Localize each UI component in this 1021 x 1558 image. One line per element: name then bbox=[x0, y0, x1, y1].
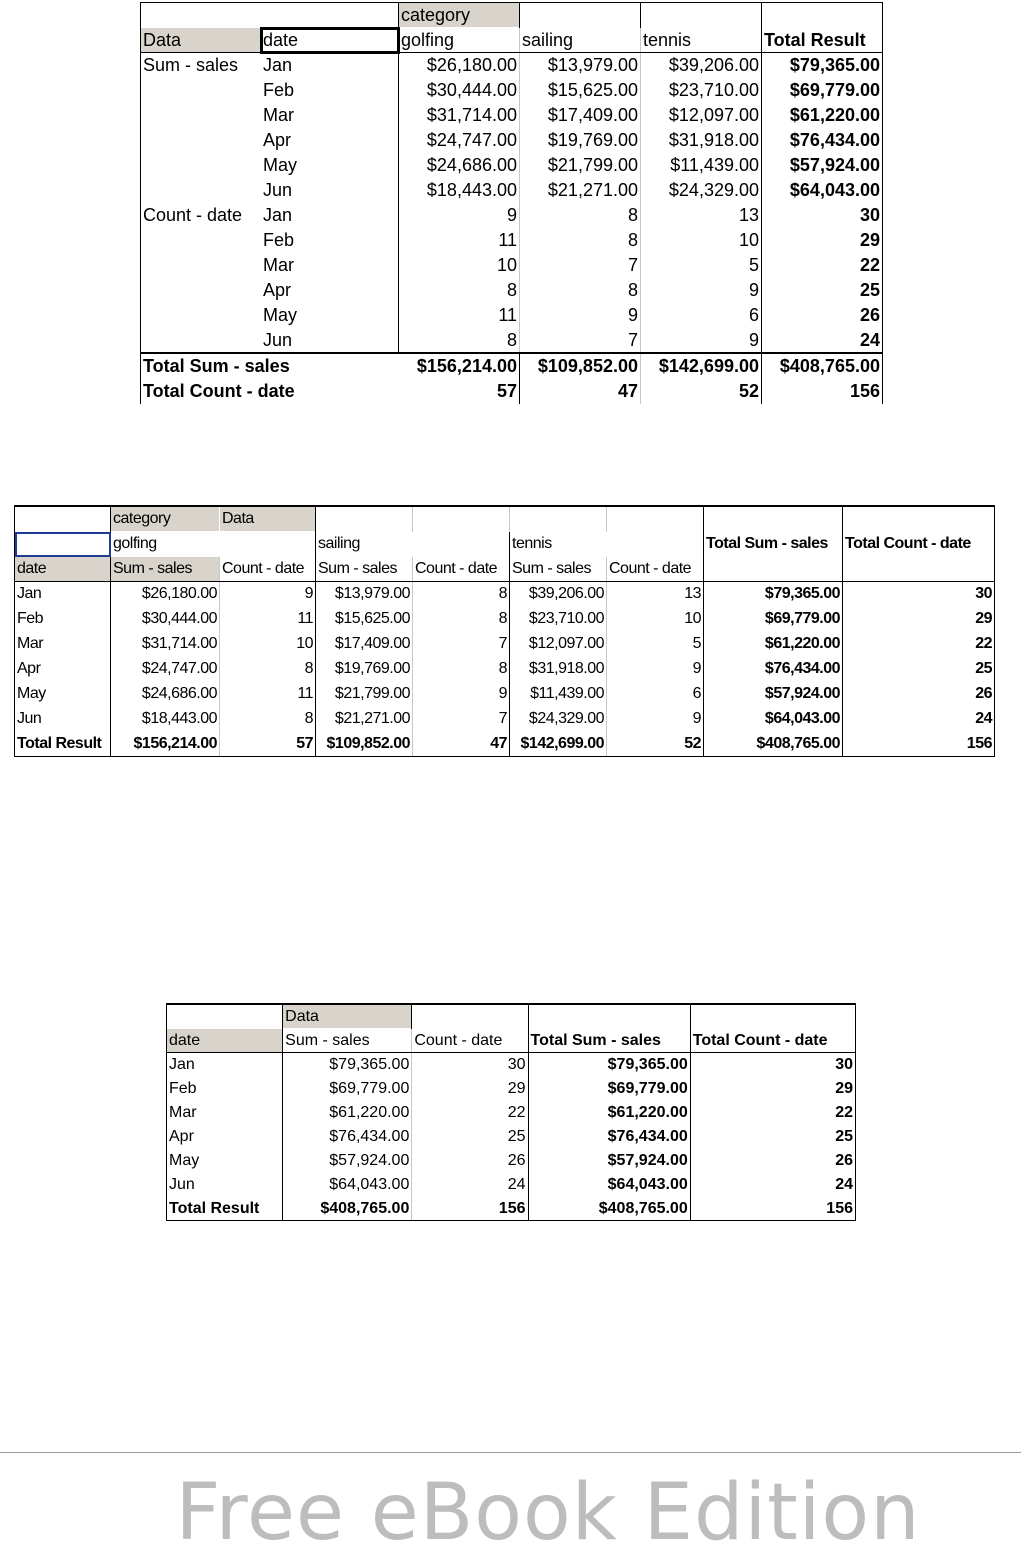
value-cell[interactable]: 13 bbox=[641, 203, 762, 228]
table-row bbox=[15, 632, 995, 657]
value-cell[interactable]: 24 bbox=[412, 1173, 528, 1197]
table-row bbox=[167, 1125, 856, 1149]
table-row bbox=[167, 1101, 856, 1125]
total-cell[interactable]: $142,699.00 bbox=[641, 353, 762, 379]
table-row bbox=[15, 557, 995, 582]
empty-cell[interactable] bbox=[141, 328, 261, 354]
value-cell[interactable]: $79,365.00 bbox=[283, 1053, 412, 1077]
month-cell[interactable]: Jun bbox=[261, 328, 399, 354]
total-cell[interactable]: 57 bbox=[399, 379, 520, 404]
row-total-cell[interactable]: $79,365.00 bbox=[704, 582, 843, 607]
row-total-cell[interactable]: $69,779.00 bbox=[762, 78, 883, 103]
month-cell[interactable]: Apr bbox=[261, 278, 399, 303]
empty-header-cell[interactable] bbox=[607, 506, 704, 532]
data-field-button[interactable]: Data bbox=[141, 28, 261, 53]
value-cell[interactable]: 25 bbox=[412, 1125, 528, 1149]
total-result-label[interactable]: Total Result bbox=[15, 732, 111, 757]
table-row bbox=[15, 732, 995, 757]
value-cell[interactable]: 9 bbox=[220, 582, 316, 607]
value-cell[interactable]: $11,439.00 bbox=[641, 153, 762, 178]
table-row bbox=[141, 153, 883, 178]
value-cell[interactable]: 5 bbox=[607, 632, 704, 657]
value-cell[interactable]: 26 bbox=[412, 1149, 528, 1173]
row-total-cell[interactable]: 22 bbox=[690, 1101, 855, 1125]
category-field-button[interactable]: category bbox=[399, 3, 520, 28]
row-total-cell[interactable]: $64,043.00 bbox=[762, 178, 883, 203]
total-sum-header[interactable]: Total Sum - sales bbox=[704, 532, 843, 557]
column-header[interactable]: sailing bbox=[520, 28, 641, 53]
row-total-cell[interactable]: $79,365.00 bbox=[762, 53, 883, 78]
row-total-cell[interactable]: $76,434.00 bbox=[762, 128, 883, 153]
total-cell[interactable]: 47 bbox=[520, 379, 641, 404]
table-row bbox=[141, 379, 883, 404]
column-header[interactable]: tennis bbox=[512, 535, 552, 552]
value-cell[interactable]: $64,043.00 bbox=[283, 1173, 412, 1197]
month-cell[interactable]: Jun bbox=[261, 178, 399, 203]
value-cell[interactable]: $26,180.00 bbox=[111, 582, 220, 607]
value-cell[interactable]: 7 bbox=[520, 328, 641, 354]
selected-cell[interactable] bbox=[15, 532, 111, 557]
month-cell[interactable]: Jan bbox=[261, 203, 399, 228]
row-total-cell[interactable]: 22 bbox=[762, 253, 883, 278]
value-cell[interactable]: $31,918.00 bbox=[641, 128, 762, 153]
month-cell[interactable]: Feb bbox=[167, 1077, 283, 1101]
empty-cell[interactable] bbox=[141, 253, 261, 278]
month-cell[interactable]: Apr bbox=[167, 1125, 283, 1149]
grand-total-cell[interactable]: 156 bbox=[690, 1197, 855, 1221]
table-row bbox=[141, 3, 883, 28]
table-row bbox=[15, 532, 995, 557]
column-header[interactable]: golfing bbox=[111, 532, 220, 557]
value-cell[interactable]: $21,799.00 bbox=[520, 153, 641, 178]
category-field-button[interactable]: category bbox=[111, 506, 220, 532]
value-cell[interactable]: $15,625.00 bbox=[316, 607, 413, 632]
table-row bbox=[141, 78, 883, 103]
row-total-cell[interactable]: 29 bbox=[843, 607, 995, 632]
row-total-cell[interactable]: $69,779.00 bbox=[704, 607, 843, 632]
date-field-button[interactable]: date bbox=[167, 1029, 283, 1053]
value-cell[interactable]: 6 bbox=[607, 682, 704, 707]
value-cell[interactable]: $12,097.00 bbox=[641, 103, 762, 128]
row-total-cell[interactable]: 29 bbox=[690, 1077, 855, 1101]
value-cell[interactable]: 8 bbox=[399, 328, 520, 354]
sum-sales-header[interactable]: Sum - sales bbox=[111, 557, 220, 582]
grand-total-cell[interactable]: $408,765.00 bbox=[704, 732, 843, 757]
empty-cell[interactable] bbox=[141, 153, 261, 178]
empty-header-cell[interactable] bbox=[413, 506, 510, 532]
data-field-button[interactable]: Data bbox=[220, 506, 316, 532]
empty-header-cell[interactable] bbox=[704, 506, 843, 532]
month-cell[interactable]: May bbox=[261, 303, 399, 328]
row-total-cell[interactable]: 25 bbox=[843, 657, 995, 682]
table-row bbox=[167, 1053, 856, 1077]
value-cell[interactable]: 8 bbox=[399, 278, 520, 303]
empty-header-cell[interactable] bbox=[690, 1004, 855, 1029]
value-cell[interactable]: $57,924.00 bbox=[283, 1149, 412, 1173]
row-total-cell[interactable]: $61,220.00 bbox=[762, 103, 883, 128]
value-cell[interactable]: $18,443.00 bbox=[111, 707, 220, 732]
table-row bbox=[167, 1149, 856, 1173]
row-group-label[interactable]: Count - date bbox=[141, 203, 261, 228]
month-cell[interactable]: Feb bbox=[261, 78, 399, 103]
table-row bbox=[167, 1197, 856, 1221]
value-cell[interactable]: $24,747.00 bbox=[399, 128, 520, 153]
table-row bbox=[15, 607, 995, 632]
table-row bbox=[167, 1077, 856, 1101]
value-cell[interactable]: 9 bbox=[413, 682, 510, 707]
empty-header-cell[interactable] bbox=[413, 532, 510, 557]
table-row bbox=[141, 228, 883, 253]
empty-header-cell[interactable] bbox=[843, 557, 995, 582]
value-cell[interactable]: 7 bbox=[413, 632, 510, 657]
row-total-cell[interactable]: $79,365.00 bbox=[528, 1053, 690, 1077]
count-date-header[interactable]: Count - date bbox=[607, 557, 704, 582]
value-cell[interactable]: 7 bbox=[413, 707, 510, 732]
month-cell[interactable]: Feb bbox=[15, 607, 111, 632]
count-date-section bbox=[141, 203, 883, 354]
total-count-header[interactable]: Total Count - date bbox=[843, 532, 995, 557]
month-cell[interactable]: Apr bbox=[261, 128, 399, 153]
empty-cell[interactable] bbox=[141, 103, 261, 128]
row-total-cell[interactable]: $61,220.00 bbox=[528, 1101, 690, 1125]
table-row bbox=[141, 203, 883, 228]
table-row bbox=[141, 328, 883, 354]
empty-header-cell[interactable] bbox=[316, 506, 413, 532]
total-cell[interactable]: $408,765.00 bbox=[283, 1197, 412, 1221]
value-cell[interactable]: $31,918.00 bbox=[510, 657, 607, 682]
value-cell[interactable]: $15,625.00 bbox=[520, 78, 641, 103]
table-row bbox=[15, 657, 995, 682]
month-cell[interactable]: Mar bbox=[167, 1101, 283, 1125]
month-cell[interactable]: Mar bbox=[261, 103, 399, 128]
row-total-cell[interactable]: $76,434.00 bbox=[528, 1125, 690, 1149]
value-cell[interactable]: 9 bbox=[607, 657, 704, 682]
value-cell[interactable]: $24,686.00 bbox=[399, 153, 520, 178]
value-cell[interactable]: $18,443.00 bbox=[399, 178, 520, 203]
total-cell[interactable]: $142,699.00 bbox=[510, 732, 607, 757]
value-cell[interactable]: 10 bbox=[607, 607, 704, 632]
value-cell[interactable]: 9 bbox=[399, 203, 520, 228]
row-total-cell[interactable]: 24 bbox=[843, 707, 995, 732]
value-cell[interactable]: $13,979.00 bbox=[316, 582, 413, 607]
month-cell[interactable]: Jun bbox=[15, 707, 111, 732]
value-cell[interactable]: $39,206.00 bbox=[510, 582, 607, 607]
value-cell[interactable]: 6 bbox=[641, 303, 762, 328]
value-cell[interactable]: 22 bbox=[412, 1101, 528, 1125]
value-cell[interactable]: 7 bbox=[520, 253, 641, 278]
row-total-cell[interactable]: $57,924.00 bbox=[704, 682, 843, 707]
value-cell[interactable]: 30 bbox=[412, 1053, 528, 1077]
grand-total-cell[interactable]: 156 bbox=[762, 379, 883, 404]
value-cell[interactable]: 11 bbox=[220, 682, 316, 707]
value-cell[interactable]: 11 bbox=[399, 303, 520, 328]
count-date-header[interactable]: Count - date bbox=[412, 1029, 528, 1053]
total-cell[interactable]: 57 bbox=[220, 732, 316, 757]
total-cell[interactable]: $156,214.00 bbox=[111, 732, 220, 757]
value-cell[interactable]: 8 bbox=[413, 657, 510, 682]
sum-sales-section bbox=[141, 53, 883, 203]
empty-corner-cell[interactable] bbox=[167, 1004, 283, 1029]
sum-sales-header[interactable]: Sum - sales bbox=[510, 557, 607, 582]
empty-header-cell[interactable] bbox=[412, 1004, 528, 1029]
grand-total-cell[interactable]: 156 bbox=[843, 732, 995, 757]
table-row bbox=[141, 53, 883, 78]
grand-total-cell[interactable]: $408,765.00 bbox=[528, 1197, 690, 1221]
value-cell[interactable]: $19,769.00 bbox=[316, 657, 413, 682]
value-cell[interactable]: $23,710.00 bbox=[510, 607, 607, 632]
table-row bbox=[15, 682, 995, 707]
sum-sales-header[interactable]: Sum - sales bbox=[316, 557, 413, 582]
row-total-cell[interactable]: 24 bbox=[762, 328, 883, 354]
value-cell[interactable]: $21,271.00 bbox=[520, 178, 641, 203]
value-cell[interactable]: $31,714.00 bbox=[399, 103, 520, 128]
value-cell[interactable]: $24,686.00 bbox=[111, 682, 220, 707]
value-cell[interactable]: $76,434.00 bbox=[283, 1125, 412, 1149]
table-row bbox=[15, 582, 995, 607]
total-cell[interactable]: 156 bbox=[412, 1197, 528, 1221]
value-cell[interactable]: $69,779.00 bbox=[283, 1077, 412, 1101]
table-row bbox=[15, 506, 995, 532]
count-date-header[interactable]: Count - date bbox=[413, 557, 510, 582]
row-total-cell[interactable]: 24 bbox=[690, 1173, 855, 1197]
table-row bbox=[141, 28, 883, 53]
footer-divider bbox=[0, 1452, 1021, 1453]
row-total-cell[interactable]: 26 bbox=[690, 1149, 855, 1173]
data-field-button[interactable]: Data bbox=[283, 1004, 412, 1029]
row-total-cell[interactable]: $69,779.00 bbox=[528, 1077, 690, 1101]
value-cell[interactable]: 9 bbox=[607, 707, 704, 732]
empty-corner-cell[interactable] bbox=[15, 506, 111, 532]
table-row bbox=[167, 1004, 856, 1029]
value-cell[interactable]: $30,444.00 bbox=[111, 607, 220, 632]
value-cell[interactable]: $12,097.00 bbox=[510, 632, 607, 657]
value-cell[interactable]: $24,747.00 bbox=[111, 657, 220, 682]
pivot-table-data-in-columns bbox=[14, 505, 995, 757]
column-header[interactable]: tennis bbox=[641, 28, 762, 53]
row-total-cell[interactable]: 22 bbox=[843, 632, 995, 657]
value-cell[interactable]: $21,799.00 bbox=[316, 682, 413, 707]
total-cell[interactable]: 52 bbox=[607, 732, 704, 757]
total-cell[interactable]: 47 bbox=[413, 732, 510, 757]
pivot-table-by-date bbox=[166, 1003, 856, 1221]
value-cell[interactable]: 11 bbox=[399, 228, 520, 253]
empty-header-cell[interactable] bbox=[607, 532, 704, 557]
empty-cell[interactable] bbox=[141, 128, 261, 153]
month-cell[interactable]: Mar bbox=[261, 253, 399, 278]
value-cell[interactable]: 10 bbox=[399, 253, 520, 278]
empty-cell[interactable] bbox=[141, 228, 261, 253]
month-cell[interactable]: May bbox=[15, 682, 111, 707]
table-body bbox=[15, 582, 995, 732]
total-cell[interactable]: $156,214.00 bbox=[399, 353, 520, 379]
table-row bbox=[141, 303, 883, 328]
value-cell[interactable]: $17,409.00 bbox=[316, 632, 413, 657]
value-cell[interactable]: $31,714.00 bbox=[111, 632, 220, 657]
value-cell[interactable]: 9 bbox=[641, 328, 762, 354]
empty-header-cell[interactable] bbox=[520, 3, 641, 28]
table-body bbox=[167, 1053, 856, 1197]
total-cell[interactable]: $109,852.00 bbox=[520, 353, 641, 379]
row-total-cell[interactable]: 25 bbox=[690, 1125, 855, 1149]
value-cell[interactable]: 5 bbox=[641, 253, 762, 278]
value-cell[interactable]: 8 bbox=[413, 582, 510, 607]
value-cell[interactable]: $21,271.00 bbox=[316, 707, 413, 732]
total-cell[interactable]: 52 bbox=[641, 379, 762, 404]
empty-header-cell[interactable] bbox=[704, 557, 843, 582]
month-cell[interactable]: Jun bbox=[167, 1173, 283, 1197]
empty-cell[interactable] bbox=[141, 78, 261, 103]
table-row bbox=[15, 707, 995, 732]
value-cell[interactable]: 11 bbox=[220, 607, 316, 632]
empty-header-cell[interactable] bbox=[220, 532, 316, 557]
sum-sales-header[interactable]: Sum - sales bbox=[283, 1029, 412, 1053]
month-cell[interactable]: May bbox=[261, 153, 399, 178]
value-cell[interactable]: $24,329.00 bbox=[641, 178, 762, 203]
table-row bbox=[141, 103, 883, 128]
row-total-cell[interactable]: 30 bbox=[843, 582, 995, 607]
empty-header-cell[interactable] bbox=[528, 1004, 690, 1029]
empty-header-cell[interactable] bbox=[843, 506, 995, 532]
value-cell[interactable]: 9 bbox=[520, 303, 641, 328]
date-field-button[interactable]: date bbox=[15, 557, 111, 582]
value-cell[interactable]: 8 bbox=[520, 203, 641, 228]
row-total-cell[interactable]: $76,434.00 bbox=[704, 657, 843, 682]
row-total-cell[interactable]: 29 bbox=[762, 228, 883, 253]
value-cell[interactable]: 8 bbox=[520, 278, 641, 303]
value-cell[interactable]: $19,769.00 bbox=[520, 128, 641, 153]
row-total-cell[interactable]: $64,043.00 bbox=[528, 1173, 690, 1197]
value-cell[interactable]: $13,979.00 bbox=[520, 53, 641, 78]
grand-total-cell[interactable]: $408,765.00 bbox=[762, 353, 883, 379]
value-cell[interactable]: $26,180.00 bbox=[399, 53, 520, 78]
row-group-label[interactable]: Sum - sales bbox=[141, 53, 261, 78]
value-cell[interactable]: $11,439.00 bbox=[510, 682, 607, 707]
column-header[interactable]: golfing bbox=[399, 28, 520, 53]
total-result-header[interactable]: Total Result bbox=[762, 28, 883, 53]
table-row bbox=[167, 1029, 856, 1053]
table-row bbox=[141, 178, 883, 203]
value-cell[interactable]: $39,206.00 bbox=[641, 53, 762, 78]
table-row bbox=[141, 253, 883, 278]
value-cell[interactable]: $17,409.00 bbox=[520, 103, 641, 128]
row-total-cell[interactable]: 26 bbox=[843, 682, 995, 707]
row-total-cell[interactable]: $57,924.00 bbox=[762, 153, 883, 178]
value-cell[interactable]: 10 bbox=[220, 632, 316, 657]
table-row bbox=[141, 278, 883, 303]
value-cell[interactable]: 8 bbox=[520, 228, 641, 253]
empty-cell[interactable] bbox=[141, 178, 261, 203]
month-cell[interactable]: Jan bbox=[15, 582, 111, 607]
month-cell[interactable]: Jan bbox=[261, 53, 399, 78]
total-count-header[interactable]: Total Count - date bbox=[690, 1029, 855, 1053]
empty-header-cell[interactable] bbox=[762, 3, 883, 28]
row-total-cell[interactable]: $57,924.00 bbox=[528, 1149, 690, 1173]
total-result-label[interactable]: Total Result bbox=[167, 1197, 283, 1221]
total-cell[interactable]: $109,852.00 bbox=[316, 732, 413, 757]
empty-cell[interactable] bbox=[141, 303, 261, 328]
table-row bbox=[141, 128, 883, 153]
value-cell[interactable]: $23,710.00 bbox=[641, 78, 762, 103]
row-total-cell[interactable]: $64,043.00 bbox=[704, 707, 843, 732]
total-sum-header[interactable]: Total Sum - sales bbox=[528, 1029, 690, 1053]
value-cell[interactable]: $24,329.00 bbox=[510, 707, 607, 732]
table-row bbox=[141, 353, 883, 379]
value-cell[interactable]: 8 bbox=[220, 707, 316, 732]
month-cell[interactable]: Feb bbox=[261, 228, 399, 253]
value-cell[interactable]: 10 bbox=[641, 228, 762, 253]
empty-header-cell[interactable] bbox=[641, 3, 762, 28]
value-cell[interactable]: 29 bbox=[412, 1077, 528, 1101]
empty-corner-cell[interactable] bbox=[141, 3, 261, 28]
footer-watermark: Free eBook Edition bbox=[175, 1468, 921, 1558]
row-total-cell[interactable]: $61,220.00 bbox=[704, 632, 843, 657]
value-cell[interactable]: 13 bbox=[607, 582, 704, 607]
empty-corner-cell[interactable] bbox=[261, 3, 399, 28]
value-cell[interactable]: $30,444.00 bbox=[399, 78, 520, 103]
table-row bbox=[167, 1173, 856, 1197]
month-cell[interactable]: May bbox=[167, 1149, 283, 1173]
column-header[interactable]: sailing bbox=[318, 535, 360, 552]
row-total-cell[interactable]: 26 bbox=[762, 303, 883, 328]
value-cell[interactable]: 8 bbox=[413, 607, 510, 632]
value-cell[interactable]: 8 bbox=[220, 657, 316, 682]
month-cell[interactable]: Apr bbox=[15, 657, 111, 682]
row-total-cell[interactable]: 30 bbox=[762, 203, 883, 228]
empty-cell[interactable] bbox=[141, 278, 261, 303]
empty-header-cell[interactable] bbox=[510, 506, 607, 532]
month-cell[interactable]: Jan bbox=[167, 1053, 283, 1077]
value-cell[interactable]: 9 bbox=[641, 278, 762, 303]
count-date-header[interactable]: Count - date bbox=[220, 557, 316, 582]
date-field-button[interactable]: date bbox=[261, 28, 399, 53]
row-total-cell[interactable]: 30 bbox=[690, 1053, 855, 1077]
total-count-label[interactable]: Total Count - date bbox=[141, 379, 399, 404]
row-total-cell[interactable]: 25 bbox=[762, 278, 883, 303]
total-sum-label[interactable]: Total Sum - sales bbox=[141, 353, 399, 379]
value-cell[interactable]: $61,220.00 bbox=[283, 1101, 412, 1125]
pivot-table-data-in-rows bbox=[140, 2, 883, 404]
month-cell[interactable]: Mar bbox=[15, 632, 111, 657]
